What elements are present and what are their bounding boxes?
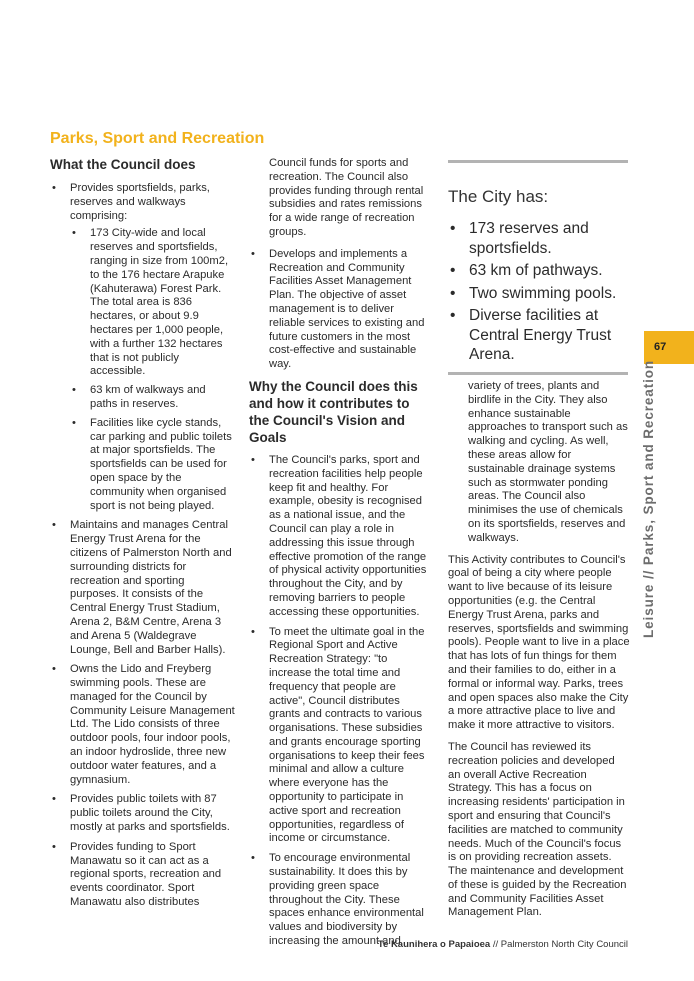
heading-what-council-does: What the Council does xyxy=(50,157,196,172)
callout-bottom-rule xyxy=(448,372,628,375)
sub-list-item: • Facilities like cycle stands, car parking and public toilets at major sportsfields. The sportsfields can be used for open space by the community when organised sport is not being played. xyxy=(70,417,235,514)
callout-item: • Diverse facilities at Central Energy Trust Arena. xyxy=(448,306,628,365)
callout-top-rule xyxy=(448,160,628,163)
column-what-council-does xyxy=(50,156,235,916)
page-number: 67 xyxy=(654,341,667,353)
callout-title: The City has: xyxy=(448,187,549,206)
section-title: Parks, Sport and Recreation xyxy=(50,130,265,147)
heading-why-council-does-this: Why the Council does this and how it contributes to the Council's Vision and Goals xyxy=(249,378,418,445)
list-item: • To meet the ultimate goal in the Regional Sport and Active Recreation Strategy: "to increase the total time and frequency that people are active", Council distributes grants and contracts to various organisations. These subsidies and grants encourage sporting organisations to keep their fees minimal and allow a culture where everyone has the opportunity to participate in active sport and recreation opportunities, regardless of income or circumstance. xyxy=(249,626,432,847)
list-item: • Provides funding to Sport Manawatu so it can act as a regional sports, recreation and events coordinator. Sport Manawatu also distributes xyxy=(50,841,235,910)
list-item-text: Provides sportsfields, parks, reserves and walkways comprising: xyxy=(70,182,210,222)
callout-item: • Two swimming pools. xyxy=(448,284,628,304)
list-item xyxy=(50,182,235,513)
callout-list xyxy=(448,219,628,365)
city-has-callout xyxy=(448,160,628,368)
middle-list-top xyxy=(249,248,432,372)
sub-list-item: • 63 km of walkways and paths in reserves. xyxy=(70,384,235,412)
callout-item: • 173 reserves and sportsfields. xyxy=(448,219,628,258)
continued-text: Council funds for sports and recreation. The Council also provides funding through rental subsidies and rates remissions for a wide range of recreation groups. xyxy=(269,157,424,238)
footer-org: // Palmerston North City Council xyxy=(490,939,628,950)
paragraph: The Council has reviewed its recreation policies and developed an overall Active Recreation Strategy. This has a focus on increasing residents' participation in sport and ensuring that Council's facilities are matched to community needs. Much of the Council's focus is on providing recreation assets. The maintenance and development of these is guided by the Recreation and Community Facilities Asset Management Plan. xyxy=(448,740,627,919)
sub-list-item: • 173 City-wide and local reserves and sportsfields, ranging in size from 100m2, to the 176 hectare Arapuke (Kahuterawa) Forest Park. The total area is 836 hectares, or about 9.9 hectares per 1,000 people, with a further 132 hectares that is not publicly accessible. xyxy=(70,227,235,379)
council-duties-list xyxy=(50,182,235,910)
sub-list xyxy=(70,227,235,513)
side-label-wrap xyxy=(641,359,665,638)
continued-text: variety of trees, plants and birdlife in the City. They also enhance sustainable approaches to transport such as walking and cycling. As well, these areas allow for sustainable drainage systems such as stormwater ponding areas. The Council also minimises the use of chemicals on its sportsfields, reserves and walkways. xyxy=(468,380,628,544)
list-item: • Owns the Lido and Freyberg swimming pools. These are managed for the Council by Community Leisure Management Ltd. The Lido consists of three outdoor pools, four indoor pools, an indoor hydroslide, three new outdoor water features, and a gymnasium. xyxy=(50,663,235,787)
callout-item: • 63 km of pathways. xyxy=(448,261,628,281)
paragraph: This Activity contributes to Council's goal of being a city where people want to live because of its leisure opportunities (e.g. the Central Energy Trust Arena, parks and reserves, sportsfields and swimming pools). People want to live in a place that has lots of fun things for them and their families to do, either in a formal or informal way. Parks, trees and open spaces also make the City a more attractive place to live and make it more attractive to visitors. xyxy=(448,553,630,732)
list-item: • Develops and implements a Recreation and Community Facilities Asset Management Plan. The objective of asset management is to deliver reliable services to existing and future customers in the most cost-effective and sustainable way. xyxy=(249,248,432,372)
list-item: • To encourage environmental sustainability. It does this by providing green space throughout the City. These spaces enhance environmental values and biodiversity by increasing the amount and xyxy=(249,852,432,949)
column-middle xyxy=(249,157,432,955)
column-right xyxy=(448,380,630,928)
side-section-label: Leisure // Parks, Sport and Recreation xyxy=(641,359,656,638)
footer xyxy=(378,939,628,950)
reasons-list xyxy=(249,454,432,949)
list-item: • Maintains and manages Central Energy Trust Arena for the citizens of Palmerston North and surrounding districts for recreation and sporting purposes. It consists of the Central Energy Trust Stadium, Arena 2, B&M Centre, Arena 3 and Arena 5 (Waldegrave Lounge, Bell and Barber Halls). xyxy=(50,519,235,657)
list-item: • Provides public toilets with 87 public toilets around the City, mostly at parks and sportsfields. xyxy=(50,793,235,834)
footer-org-maori: Te Kaunihera o Papaioea xyxy=(377,939,491,950)
list-item: • The Council's parks, sport and recreation facilities help people keep fit and healthy. For example, obesity is recognised as a national issue, and the Council can play a role in addressing this issue through effective promotion of the range of physical activity opportunities throughout the City, and by removing barriers to people accessing these opportunities. xyxy=(249,454,432,620)
